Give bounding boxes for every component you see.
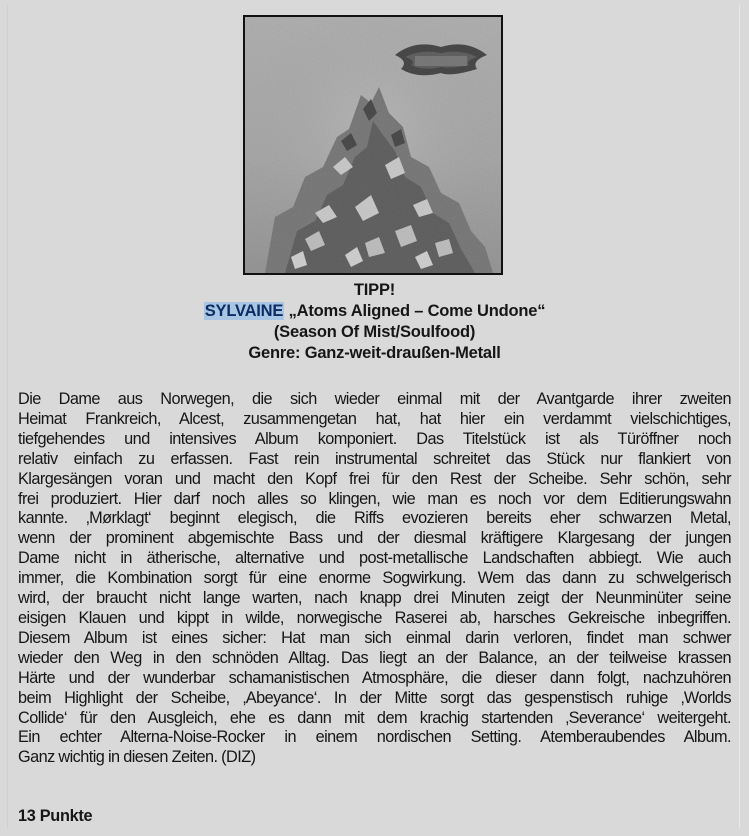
review-line: kannte. ‚Mørklagt‘ beginnt elegisch, die Riffs evozieren bereits eher schwarzen Metal, xyxy=(18,509,731,528)
review-line: Die Dame aus Norwegen, die sich wieder einmal mit der Avantgarde ihrer zweiten xyxy=(18,390,731,408)
review-line: immer, die Kombination sorgt für eine enorme Sogwirkung. Wem das dann zu schwelgerisch xyxy=(18,569,731,588)
score: 13 Punkte xyxy=(18,807,93,825)
review-line: Ein echter Alterna-Noise-Rocker in einem nordischen Setting. Atemberaubendes Album. xyxy=(18,728,731,747)
review-line: Heimat Frankreich, Alcest, zusammengetan hat, hat hier ein verdammt vielschichtiges, xyxy=(18,409,731,428)
review-line: eisigen Klauen und kippt in wilde, norwegische Raserei ab, harsches Gekreische inbegriffen. xyxy=(18,608,731,627)
review-line: beim Highlight der Scheibe, ‚Abeyance‘. In der Mitte sorgt das gespenstisch ruhige ‚Worlds xyxy=(18,688,731,707)
review-line: Diesem Album ist eines sicher: Hat man sich einmal darin verloren, findet man schwer xyxy=(18,628,731,647)
album-cover-art xyxy=(245,17,501,273)
review-line: wird, der braucht nicht lange warten, nach knapp drei Minuten zeigt der Neunminüter seine xyxy=(18,589,731,608)
review-header xyxy=(0,280,749,364)
review-line: Härte und der wunderbar schamanistischen Atmosphäre, die dieser dann folgt, nachzuhören xyxy=(18,668,731,687)
review-line: Collide‘ für den Ausgleich, ehe es dann mit dem krachig startenden ‚Severance‘ weitergeht. xyxy=(18,708,731,727)
artist-name: SYLVAINE xyxy=(204,302,284,320)
album-cover xyxy=(243,15,503,275)
album-title: „Atoms Aligned – Come Undone“ xyxy=(288,302,546,320)
review-line: frei produziert. Hier darf noch alles so klingen, wie man es noch vor dem Editierungswahn xyxy=(18,489,731,508)
label-line: (Season Of Mist/Soulfood) xyxy=(273,323,476,341)
review-line: Ganz wichtig in diesen Zeiten. (DIZ) xyxy=(18,748,256,767)
review-line: relativ einfach zu erfassen. Fast rein instrumental schreitet das Stück nur flankiert von xyxy=(18,449,731,468)
genre-line: Genre: Ganz-weit-draußen-Metall xyxy=(248,344,501,362)
review-line: wenn der prominent abgemischte Bass und der diesmal kräftigere Klargesang der jungen xyxy=(18,529,731,548)
tip-label: TIPP! xyxy=(353,281,396,299)
review-line: wieder den Weg in den schnöden Alltag. Das liegt an der Balance, an der teilweise krassen xyxy=(18,648,731,667)
title-line xyxy=(0,301,749,322)
review-line: Dame nicht in ätherische, alternative und post-metallische Landschaften abbiegt. Wie auch xyxy=(18,549,731,568)
review-line: tiefgehendes und intensives Album komponiert. Das Titelstück ist als Türöffner noch xyxy=(18,429,731,448)
review-line: Klargesängen voran und macht den Kopf frei für den Rest der Scheibe. Sehr schön, sehr xyxy=(18,469,731,488)
review-body xyxy=(18,390,731,768)
